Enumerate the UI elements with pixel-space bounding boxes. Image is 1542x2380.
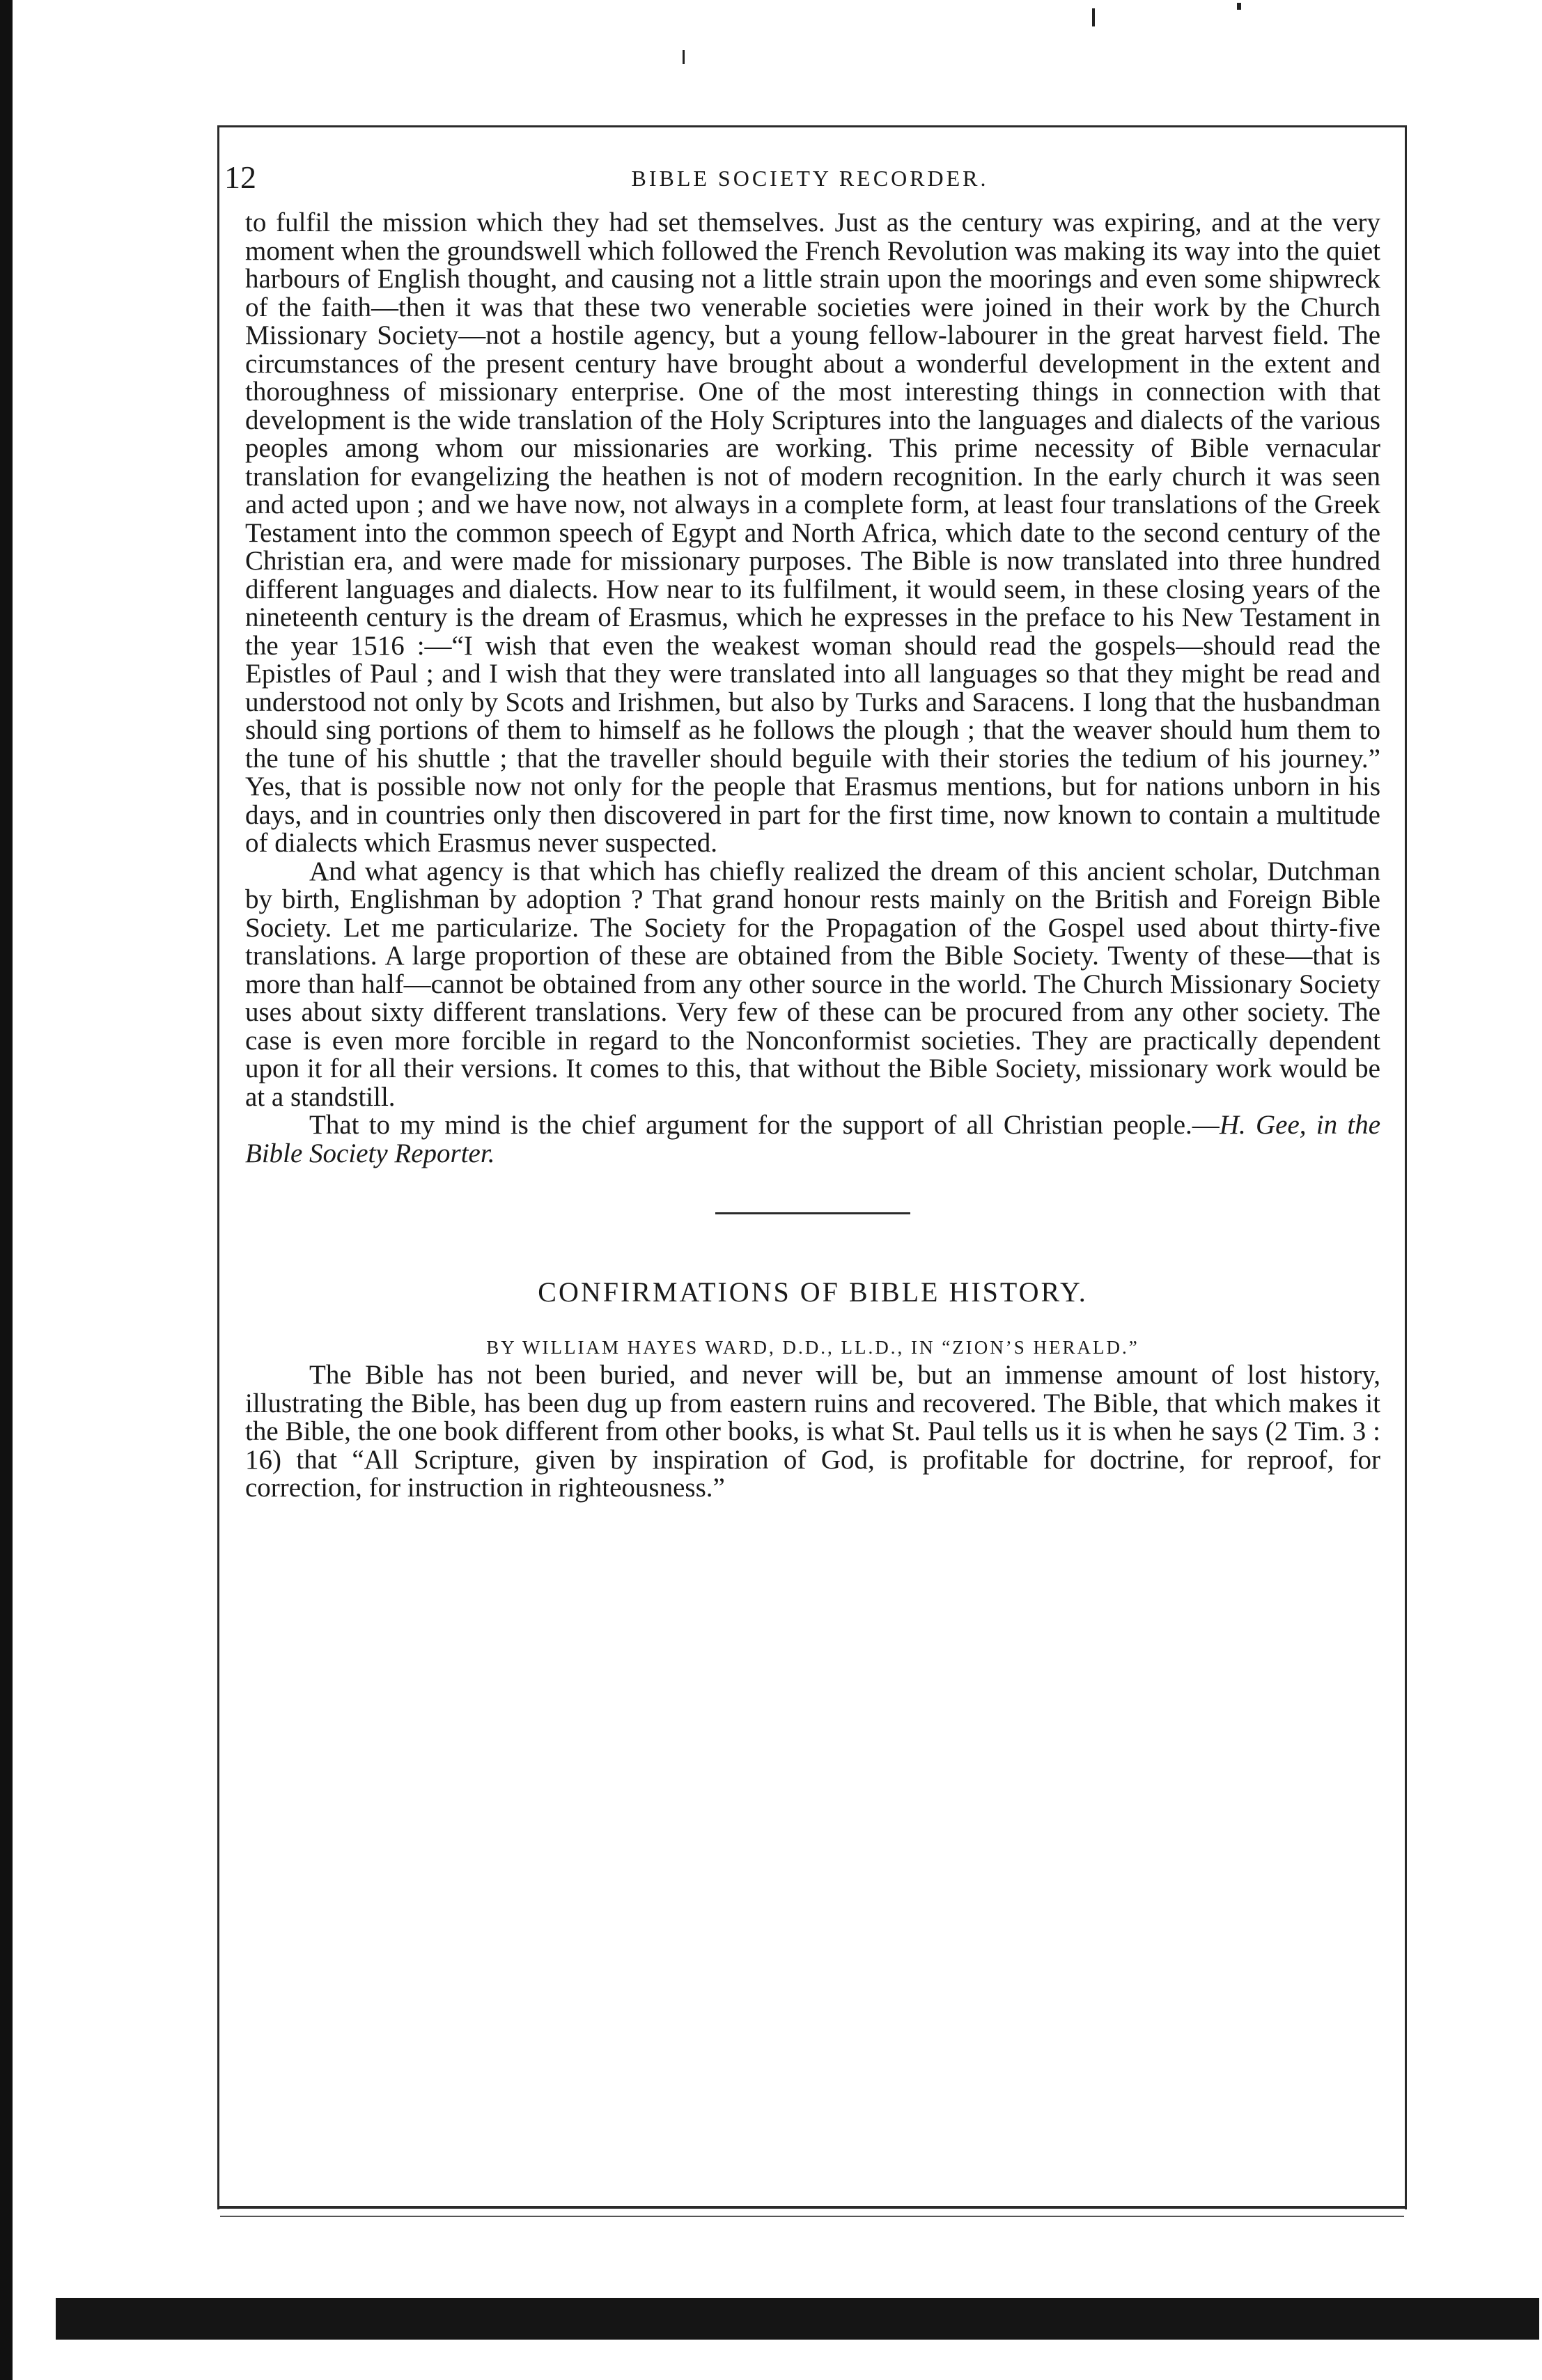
page-frame-bottom-rule (217, 2206, 1407, 2209)
scan-edge-bar (0, 0, 13, 2380)
scan-speck (1092, 8, 1095, 26)
scan-speck (56, 2298, 1539, 2340)
page-number: 12 (224, 159, 256, 195)
article-2-byline: BY WILLIAM HAYES WARD, D.D., LL.D., IN “ZION’S HERALD.” (486, 1336, 1139, 1358)
page-frame-bottom-rule-thin (220, 2216, 1404, 2217)
article-1-paragraph-1: to fulfil the mission which they had set themselves. Just as the century was expiring, and at the very moment when the groundswell which followed the French Revolution was making its way into the quiet harbours of English thought, and causing not a little strain upon the moorings and even some shipwreck of the faith—then it was that these two venerable societies were joined in their work by the Church Missionary Society—not a hostile agency, but a young fellow-labourer in the great harvest field. The circumstances of the present century have brought about a wonderful development in the extent and thoroughness of missionary enterprise. One of the most interesting things in connection with that development is the wide translation of the Holy Scriptures into the languages and dialects of the various peoples among whom our missionaries are working. This prime necessity of Bible vernacular translation for evangelizing the heathen is not of modern recognition. In the early church it was seen and acted upon ; and we have now, not always in a complete form, at least four translations of the Greek Testament into the common speech of Egypt and North Africa, which date to the second century of the Christian era, and were made for missionary purposes. The Bible is now translated into three hundred different languages and dialects. How near to its fulfilment, it would seem, in these closing years of the nineteenth century is the dream of Erasmus, which he expresses in the preface to his New Testament in the year 1516 :—“I wish that even the weakest woman should read the gospels—should read the Epistles of Paul ; and I wish that they were translated into all languages so that they might be read and understood not only by Scots and Irishmen, but also by Turks and Saracens. I long that the husbandman should sing portions of them to himself as he follows the plough ; that the weaver should hum them to the tune of his shuttle ; that the traveller should beguile with their stories the tedium of his journey.” Yes, that is possible now not only for the people that Erasmus mentions, but for nations unborn in his days, and in countries only then discovered in part for the first time, now known to contain a multitude of dialects which Erasmus never suspected. (245, 208, 1380, 858)
scan-speck (1237, 3, 1241, 10)
running-head (217, 159, 1403, 201)
article-1-signature: H. Gee, in the Bible Society Reporter. (245, 1110, 1380, 1168)
article-1-paragraph-2: And what agency is that which has chiefly realized the dream of this ancient scholar, Dutchman by birth, Englishman by adoption ? That grand honour rests mainly on the British and Foreign Bible Society. Let me particularize. The Society for the Propagation of the Gospel used about thirty-five translations. A large proportion of these are obtained from the Bible Society. Twenty of these—that is more than half—cannot be obtained from any other source in the world. The Church Missionary Society uses about sixty different translations. Very few of these can be procured from any other society. The case is even more forcible in regard to the Nonconformist societies. They are practically dependent upon it for all their versions. It comes to this, that without the Bible Society, missionary work would be at a standstill. (245, 856, 1380, 1112)
page-body (245, 209, 1380, 1503)
scan-speck (683, 50, 685, 64)
article-2-paragraph-1: The Bible has not been buried, and never will be, but an immense amount of lost history, illustrating the Bible, has been dug up from eastern ruins and recovered. The Bible, that which makes it the Bible, the one book different from other books, is what St. Paul tells us it is when he says (2 Tim. 3 : 16) that “All Scripture, given by inspiration of God, is profitable for doctrine, for reproof, for correction, for instruction in righteousness.” (245, 1360, 1380, 1503)
article-1-paragraph-3-text: That to my mind is the chief argument for the support of all Christian people.— (309, 1110, 1220, 1140)
article-2-title: CONFIRMATIONS OF BIBLE HISTORY. (538, 1276, 1088, 1308)
journal-title: BIBLE SOCIETY RECORDER. (631, 166, 989, 191)
section-divider (715, 1212, 910, 1214)
article-1-paragraph-3 (245, 1111, 1380, 1168)
